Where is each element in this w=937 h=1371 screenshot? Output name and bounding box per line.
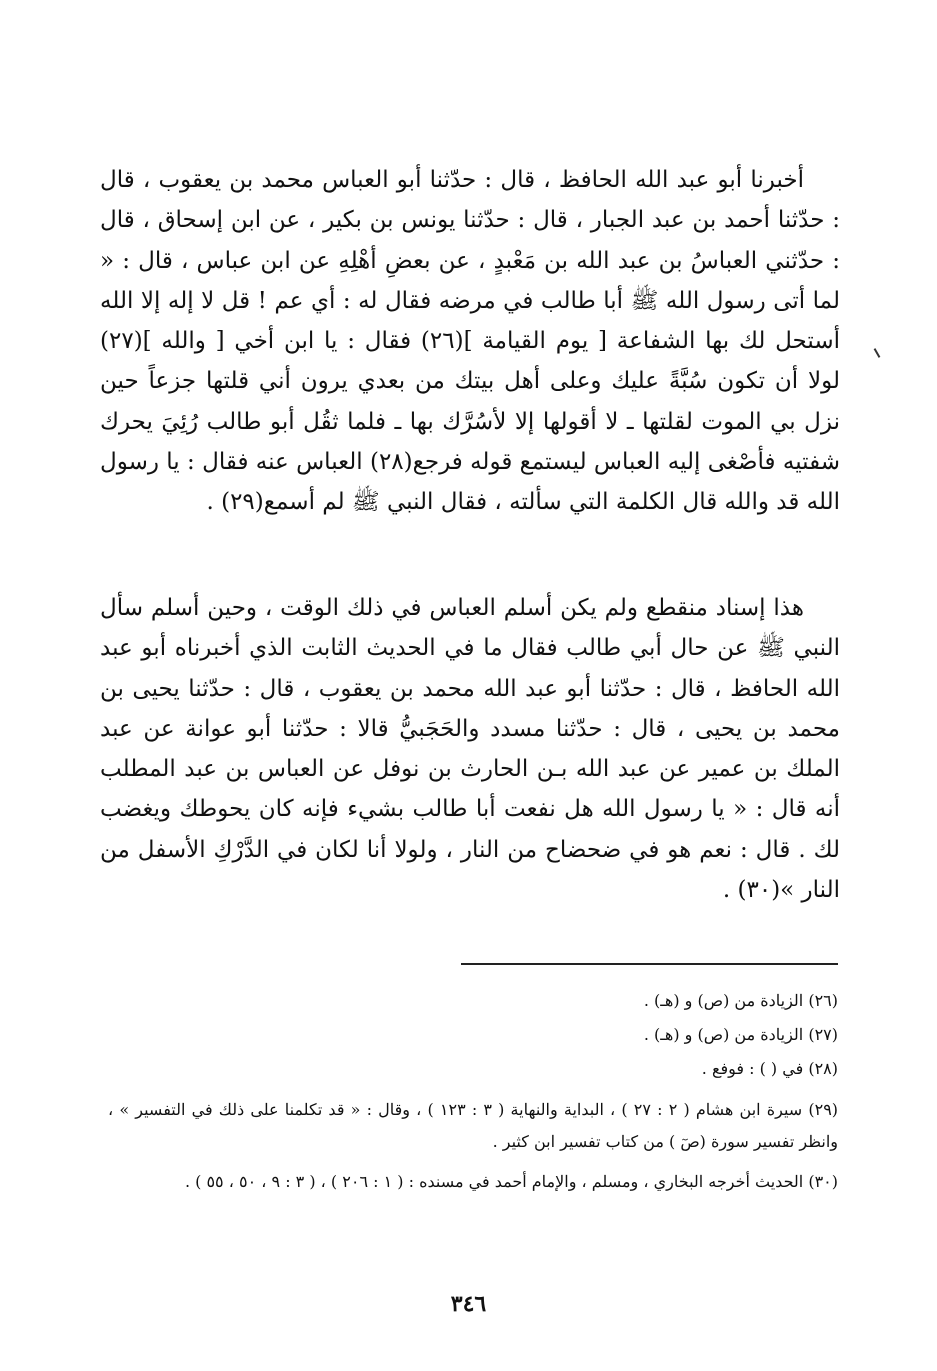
stray-ink-mark — [874, 348, 881, 358]
footnote-27: (٢٧) الزيادة من (ص) و (هـ) . — [643, 1025, 838, 1044]
page-number: ٣٤٦ — [450, 1291, 487, 1317]
main-text-block-2 — [100, 588, 840, 910]
footnote-28: (٢٨) في ( ) : فوفع . — [701, 1059, 838, 1078]
paragraph-1: أخبرنا أبو عبد الله الحافظ ، قال : حدّثنا أبو العباس محمد بن يعقوب ، قال : حدّثنا أحمد بن عبد الجبار ، قال : حدّثنا يونس بن بكير ، عن ابن إسحاق ، قال : حدّثني العباسُ بن عبد الله بن مَعْبدٍ ، عن بعضِ أهْلِهِ عن ابن عباس ، قال : « لما أتى رسول الله ﷺ أبا طالب في مرضه فقال له : أي عم ! قل لا إله إلا الله أستحل لك بها الشفاعة [ يوم القيامة ](٢٦) فقال : يا ابن أخي [ والله ](٢٧) لولا أن تكون سُبَّةً عليك وعلى أهل بيتك من بعدي يرون أني قلتها جزعاً حين نزل بي الموت لقلتها ـ لا أقولها إلا لأسُرَّك بها ـ فلما ثقُل أبو طالب رُئِيَ يحرك شفتيه فأصْغى إليه العباس ليستمع قوله فرجع(٢٨) العباس عنه فقال : يا رسول الله قد والله قال الكلمة التي سألته ، فقال النبي ﷺ لم أسمع(٢٩) . — [100, 167, 841, 516]
main-text-block-1 — [100, 160, 840, 523]
footnote-26: (٢٦) الزيادة من (ص) و (هـ) . — [643, 991, 838, 1010]
footnotes — [108, 984, 838, 1198]
footnote-30: (٣٠) الحديث أخرجه البخاري ، ومسلم ، والإمام أحمد في مسنده : ( ١ : ٢٠٦ ) ، ( ٣ : ٩ ، ٥٠ ، ٥٥ ) . — [184, 1172, 838, 1191]
footnote-separator — [461, 963, 838, 965]
footnote-29: (٢٩) سيرة ابن هشام ( ٢ : ٢٧ ) ، البداية والنهاية ( ٣ : ١٢٣ ) ، وقال : « قد تكلمنا على ذلك في التفسير » ، وانظر تفسير سورة (صٓ ) من كتاب تفسير ابن كثير . — [108, 1100, 839, 1151]
paragraph-2: هذا إسناد منقطع ولم يكن أسلم العباس في ذلك الوقت ، وحين أسلم سأل النبي ﷺ عن حال أبي طالب فقال ما في الحديث الثابت الذي أخبرناه أبو عبد الله الحافظ ، قال : حدّثنا أبو عبد الله محمد بن يعقوب ، قال : حدّثنا يحيى بن محمد بن يحيى ، قال : حدّثنا مسدد والحَجَبيُّ قالا : حدّثنا أبو عوانة عن عبد الملك بن عمير عن عبد الله بـن الحارث بن نوفل عن العباس بن عبد المطلب أنه قال : « يا رسول الله هل نفعت أبا طالب بشيء فإنه كان يحوطك ويغضب لك . قال : نعم هو في ضحضاح من النار ، ولولا أنا لكان في الدَّرْكِ الأسفل من النار »(٣٠) . — [100, 595, 840, 904]
